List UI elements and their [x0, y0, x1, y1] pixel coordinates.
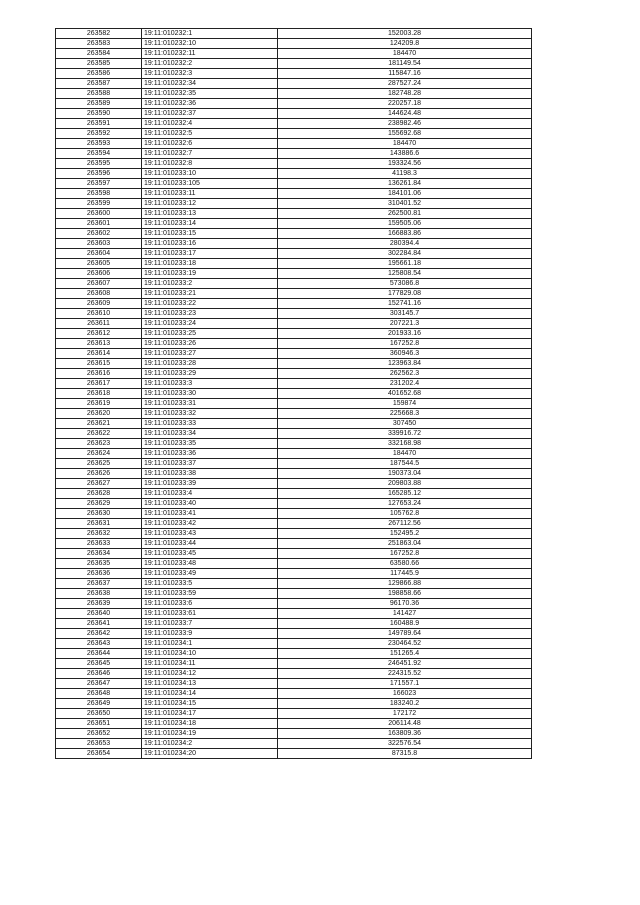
row-number-cell: 263617	[56, 379, 142, 389]
table-row	[56, 699, 532, 709]
cadastral-number-cell: 19:11:010233:27	[142, 349, 278, 359]
table-row	[56, 339, 532, 349]
row-number-cell: 263589	[56, 99, 142, 109]
table-row	[56, 69, 532, 79]
table-row	[56, 169, 532, 179]
row-number-cell: 263621	[56, 419, 142, 429]
cadastral-number-cell: 19:11:010232:34	[142, 79, 278, 89]
cadastral-number-cell: 19:11:010233:15	[142, 229, 278, 239]
table-row	[56, 409, 532, 419]
cadastral-number-cell: 19:11:010232:5	[142, 129, 278, 139]
amount-cell: 127653.24	[278, 499, 532, 509]
table-row	[56, 179, 532, 189]
table-row	[56, 629, 532, 639]
cadastral-number-cell: 19:11:010233:105	[142, 179, 278, 189]
table-row	[56, 269, 532, 279]
row-number-cell: 263584	[56, 49, 142, 59]
table-row	[56, 59, 532, 69]
cadastral-number-cell: 19:11:010233:22	[142, 299, 278, 309]
amount-cell: 198858.66	[278, 589, 532, 599]
row-number-cell: 263627	[56, 479, 142, 489]
amount-cell: 231202.4	[278, 379, 532, 389]
cadastral-number-cell: 19:11:010233:17	[142, 249, 278, 259]
cadastral-number-cell: 19:11:010233:26	[142, 339, 278, 349]
row-number-cell: 263583	[56, 39, 142, 49]
cadastral-number-cell: 19:11:010233:39	[142, 479, 278, 489]
row-number-cell: 263648	[56, 689, 142, 699]
table-row	[56, 259, 532, 269]
table-row	[56, 189, 532, 199]
row-number-cell: 263633	[56, 539, 142, 549]
amount-cell: 166883.86	[278, 229, 532, 239]
table-row	[56, 419, 532, 429]
amount-cell: 123963.84	[278, 359, 532, 369]
cadastral-number-cell: 19:11:010234:14	[142, 689, 278, 699]
row-number-cell: 263651	[56, 719, 142, 729]
cadastral-number-cell: 19:11:010233:45	[142, 549, 278, 559]
table-row	[56, 559, 532, 569]
amount-cell: 184470	[278, 449, 532, 459]
amount-cell: 184470	[278, 49, 532, 59]
row-number-cell: 263593	[56, 139, 142, 149]
cadastral-number-cell: 19:11:010233:3	[142, 379, 278, 389]
cadastral-number-cell: 19:11:010232:11	[142, 49, 278, 59]
row-number-cell: 263601	[56, 219, 142, 229]
row-number-cell: 263636	[56, 569, 142, 579]
cadastral-number-cell: 19:11:010233:44	[142, 539, 278, 549]
row-number-cell: 263650	[56, 709, 142, 719]
row-number-cell: 263591	[56, 119, 142, 129]
row-number-cell: 263640	[56, 609, 142, 619]
table-row	[56, 489, 532, 499]
table-row	[56, 49, 532, 59]
row-number-cell: 263609	[56, 299, 142, 309]
table-row	[56, 229, 532, 239]
cadastral-number-cell: 19:11:010233:43	[142, 529, 278, 539]
row-number-cell: 263631	[56, 519, 142, 529]
cadastral-number-cell: 19:11:010232:8	[142, 159, 278, 169]
amount-cell: 220257.18	[278, 99, 532, 109]
amount-cell: 96170.36	[278, 599, 532, 609]
row-number-cell: 263604	[56, 249, 142, 259]
row-number-cell: 263646	[56, 669, 142, 679]
amount-cell: 152003.28	[278, 29, 532, 39]
table-row	[56, 319, 532, 329]
cadastral-number-cell: 19:11:010233:19	[142, 269, 278, 279]
amount-cell: 177829.08	[278, 289, 532, 299]
cadastral-number-cell: 19:11:010233:40	[142, 499, 278, 509]
row-number-cell: 263615	[56, 359, 142, 369]
table-row	[56, 669, 532, 679]
row-number-cell: 263654	[56, 749, 142, 759]
cadastral-number-cell: 19:11:010233:23	[142, 309, 278, 319]
table-row	[56, 659, 532, 669]
table-row	[56, 139, 532, 149]
cadastral-number-cell: 19:11:010234:2	[142, 739, 278, 749]
cadastral-number-cell: 19:11:010232:7	[142, 149, 278, 159]
row-number-cell: 263634	[56, 549, 142, 559]
cadastral-number-cell: 19:11:010234:19	[142, 729, 278, 739]
cadastral-number-cell: 19:11:010232:10	[142, 39, 278, 49]
row-number-cell: 263641	[56, 619, 142, 629]
row-number-cell: 263618	[56, 389, 142, 399]
amount-cell: 129866.88	[278, 579, 532, 589]
table-row	[56, 239, 532, 249]
cadastral-number-cell: 19:11:010232:36	[142, 99, 278, 109]
amount-cell: 573086.8	[278, 279, 532, 289]
cadastral-number-cell: 19:11:010234:20	[142, 749, 278, 759]
cadastral-number-cell: 19:11:010234:10	[142, 649, 278, 659]
row-number-cell: 263586	[56, 69, 142, 79]
amount-cell: 184101.06	[278, 189, 532, 199]
table-row	[56, 509, 532, 519]
amount-cell: 303145.7	[278, 309, 532, 319]
cadastral-number-cell: 19:11:010233:4	[142, 489, 278, 499]
amount-cell: 262500.81	[278, 209, 532, 219]
table-row	[56, 349, 532, 359]
cadastral-number-cell: 19:11:010233:18	[142, 259, 278, 269]
row-number-cell: 263635	[56, 559, 142, 569]
table-row	[56, 149, 532, 159]
amount-cell: 184470	[278, 139, 532, 149]
row-number-cell: 263632	[56, 529, 142, 539]
amount-cell: 187544.5	[278, 459, 532, 469]
row-number-cell: 263602	[56, 229, 142, 239]
amount-cell: 165285.12	[278, 489, 532, 499]
table-row	[56, 129, 532, 139]
table-row	[56, 449, 532, 459]
amount-cell: 246451.92	[278, 659, 532, 669]
cadastral-number-cell: 19:11:010233:2	[142, 279, 278, 289]
amount-cell: 167252.8	[278, 339, 532, 349]
table-row	[56, 309, 532, 319]
amount-cell: 117445.9	[278, 569, 532, 579]
row-number-cell: 263614	[56, 349, 142, 359]
row-number-cell: 263608	[56, 289, 142, 299]
row-number-cell: 263620	[56, 409, 142, 419]
table-row	[56, 589, 532, 599]
table-row	[56, 359, 532, 369]
cadastral-number-cell: 19:11:010233:25	[142, 329, 278, 339]
table-row	[56, 219, 532, 229]
amount-cell: 136261.84	[278, 179, 532, 189]
table-row	[56, 739, 532, 749]
table-row	[56, 569, 532, 579]
row-number-cell: 263597	[56, 179, 142, 189]
amount-cell: 152741.16	[278, 299, 532, 309]
row-number-cell: 263643	[56, 639, 142, 649]
row-number-cell: 263652	[56, 729, 142, 739]
table-row	[56, 729, 532, 739]
table-row	[56, 369, 532, 379]
cadastral-number-cell: 19:11:010233:36	[142, 449, 278, 459]
cadastral-number-cell: 19:11:010233:35	[142, 439, 278, 449]
row-number-cell: 263639	[56, 599, 142, 609]
table-row	[56, 599, 532, 609]
amount-cell: 159505.06	[278, 219, 532, 229]
amount-cell: 63580.66	[278, 559, 532, 569]
cadastral-number-cell: 19:11:010234:11	[142, 659, 278, 669]
amount-cell: 225668.3	[278, 409, 532, 419]
amount-cell: 172172	[278, 709, 532, 719]
cadastral-number-cell: 19:11:010233:30	[142, 389, 278, 399]
amount-cell: 224315.52	[278, 669, 532, 679]
row-number-cell: 263596	[56, 169, 142, 179]
row-number-cell: 263606	[56, 269, 142, 279]
amount-cell: 238982.46	[278, 119, 532, 129]
amount-cell: 125808.54	[278, 269, 532, 279]
amount-cell: 360946.3	[278, 349, 532, 359]
cadastral-number-cell: 19:11:010234:17	[142, 709, 278, 719]
table-row	[56, 539, 532, 549]
amount-cell: 310401.52	[278, 199, 532, 209]
amount-cell: 141427	[278, 609, 532, 619]
cadastral-number-cell: 19:11:010233:42	[142, 519, 278, 529]
cadastral-number-cell: 19:11:010233:38	[142, 469, 278, 479]
cadastral-number-cell: 19:11:010232:1	[142, 29, 278, 39]
cadastral-number-cell: 19:11:010233:41	[142, 509, 278, 519]
amount-cell: 207221.3	[278, 319, 532, 329]
cadastral-number-cell: 19:11:010234:18	[142, 719, 278, 729]
amount-cell: 166023	[278, 689, 532, 699]
table-row	[56, 749, 532, 759]
amount-cell: 152495.2	[278, 529, 532, 539]
cadastral-number-cell: 19:11:010233:12	[142, 199, 278, 209]
cadastral-number-cell: 19:11:010232:3	[142, 69, 278, 79]
cadastral-number-cell: 19:11:010232:4	[142, 119, 278, 129]
amount-cell: 193324.56	[278, 159, 532, 169]
row-number-cell: 263649	[56, 699, 142, 709]
table-row	[56, 529, 532, 539]
row-number-cell: 263624	[56, 449, 142, 459]
row-number-cell: 263625	[56, 459, 142, 469]
row-number-cell: 263642	[56, 629, 142, 639]
cadastral-number-cell: 19:11:010233:28	[142, 359, 278, 369]
cadastral-number-cell: 19:11:010233:33	[142, 419, 278, 429]
amount-cell: 190373.04	[278, 469, 532, 479]
table-row	[56, 79, 532, 89]
row-number-cell: 263623	[56, 439, 142, 449]
cadastral-number-cell: 19:11:010234:12	[142, 669, 278, 679]
cadastral-number-cell: 19:11:010233:21	[142, 289, 278, 299]
row-number-cell: 263645	[56, 659, 142, 669]
table-row	[56, 689, 532, 699]
row-number-cell: 263619	[56, 399, 142, 409]
row-number-cell: 263600	[56, 209, 142, 219]
row-number-cell: 263616	[56, 369, 142, 379]
cadastral-number-cell: 19:11:010234:15	[142, 699, 278, 709]
table-row	[56, 29, 532, 39]
amount-cell: 181149.54	[278, 59, 532, 69]
amount-cell: 322576.54	[278, 739, 532, 749]
cadastral-number-cell: 19:11:010233:14	[142, 219, 278, 229]
amount-cell: 171557.1	[278, 679, 532, 689]
cadastral-number-cell: 19:11:010233:34	[142, 429, 278, 439]
cadastral-number-cell: 19:11:010232:35	[142, 89, 278, 99]
row-number-cell: 263592	[56, 129, 142, 139]
amount-cell: 307450	[278, 419, 532, 429]
row-number-cell: 263653	[56, 739, 142, 749]
amount-cell: 149789.64	[278, 629, 532, 639]
table-row	[56, 159, 532, 169]
cadastral-number-cell: 19:11:010233:16	[142, 239, 278, 249]
table-row	[56, 639, 532, 649]
cadastral-number-cell: 19:11:010233:11	[142, 189, 278, 199]
table-row	[56, 89, 532, 99]
row-number-cell: 263613	[56, 339, 142, 349]
amount-cell: 143886.6	[278, 149, 532, 159]
row-number-cell: 263588	[56, 89, 142, 99]
cadastral-number-cell: 19:11:010233:49	[142, 569, 278, 579]
table-row	[56, 439, 532, 449]
table-row	[56, 119, 532, 129]
cadastral-number-cell: 19:11:010233:13	[142, 209, 278, 219]
row-number-cell: 263587	[56, 79, 142, 89]
amount-cell: 339916.72	[278, 429, 532, 439]
amount-cell: 251863.04	[278, 539, 532, 549]
cadastral-number-cell: 19:11:010233:9	[142, 629, 278, 639]
cadastral-number-cell: 19:11:010233:59	[142, 589, 278, 599]
row-number-cell: 263630	[56, 509, 142, 519]
table-row	[56, 99, 532, 109]
table-row	[56, 709, 532, 719]
row-number-cell: 263585	[56, 59, 142, 69]
row-number-cell: 263626	[56, 469, 142, 479]
amount-cell: 206114.48	[278, 719, 532, 729]
cadastral-number-cell: 19:11:010233:10	[142, 169, 278, 179]
amount-cell: 163809.36	[278, 729, 532, 739]
table-row	[56, 649, 532, 659]
table-row	[56, 619, 532, 629]
table-row	[56, 279, 532, 289]
table-row	[56, 549, 532, 559]
amount-cell: 209803.88	[278, 479, 532, 489]
row-number-cell: 263582	[56, 29, 142, 39]
data-table	[55, 28, 532, 759]
row-number-cell: 263605	[56, 259, 142, 269]
amount-cell: 115847.16	[278, 69, 532, 79]
table-row	[56, 109, 532, 119]
table-row	[56, 609, 532, 619]
cadastral-number-cell: 19:11:010233:32	[142, 409, 278, 419]
table-row	[56, 209, 532, 219]
cadastral-number-cell: 19:11:010233:61	[142, 609, 278, 619]
amount-cell: 287527.24	[278, 79, 532, 89]
table-row	[56, 499, 532, 509]
table-row	[56, 199, 532, 209]
table-row	[56, 679, 532, 689]
table-row	[56, 39, 532, 49]
table-row	[56, 399, 532, 409]
amount-cell: 267112.56	[278, 519, 532, 529]
row-number-cell: 263607	[56, 279, 142, 289]
table-row	[56, 579, 532, 589]
row-number-cell: 263595	[56, 159, 142, 169]
row-number-cell: 263612	[56, 329, 142, 339]
table-row	[56, 379, 532, 389]
amount-cell: 302284.84	[278, 249, 532, 259]
table-row	[56, 249, 532, 259]
cadastral-number-cell: 19:11:010232:6	[142, 139, 278, 149]
row-number-cell: 263638	[56, 589, 142, 599]
table-row	[56, 289, 532, 299]
row-number-cell: 263594	[56, 149, 142, 159]
row-number-cell: 263598	[56, 189, 142, 199]
amount-cell: 151265.4	[278, 649, 532, 659]
amount-cell: 124209.8	[278, 39, 532, 49]
cadastral-number-cell: 19:11:010232:37	[142, 109, 278, 119]
amount-cell: 401652.68	[278, 389, 532, 399]
table-row	[56, 459, 532, 469]
cadastral-number-cell: 19:11:010232:2	[142, 59, 278, 69]
row-number-cell: 263603	[56, 239, 142, 249]
cadastral-number-cell: 19:11:010233:24	[142, 319, 278, 329]
table-row	[56, 299, 532, 309]
cadastral-number-cell: 19:11:010233:6	[142, 599, 278, 609]
amount-cell: 144624.48	[278, 109, 532, 119]
table-row	[56, 429, 532, 439]
table-row	[56, 469, 532, 479]
amount-cell: 41198.3	[278, 169, 532, 179]
row-number-cell: 263647	[56, 679, 142, 689]
table-row	[56, 329, 532, 339]
amount-cell: 105762.8	[278, 509, 532, 519]
row-number-cell: 263599	[56, 199, 142, 209]
table-body	[56, 29, 532, 759]
amount-cell: 87315.8	[278, 749, 532, 759]
amount-cell: 183240.2	[278, 699, 532, 709]
amount-cell: 195661.18	[278, 259, 532, 269]
amount-cell: 230464.52	[278, 639, 532, 649]
cadastral-number-cell: 19:11:010233:7	[142, 619, 278, 629]
row-number-cell: 263590	[56, 109, 142, 119]
row-number-cell: 263611	[56, 319, 142, 329]
row-number-cell: 263644	[56, 649, 142, 659]
row-number-cell: 263637	[56, 579, 142, 589]
row-number-cell: 263622	[56, 429, 142, 439]
table-row	[56, 389, 532, 399]
amount-cell: 155692.68	[278, 129, 532, 139]
amount-cell: 159874	[278, 399, 532, 409]
row-number-cell: 263629	[56, 499, 142, 509]
cadastral-number-cell: 19:11:010233:29	[142, 369, 278, 379]
cadastral-number-cell: 19:11:010233:37	[142, 459, 278, 469]
cadastral-number-cell: 19:11:010233:48	[142, 559, 278, 569]
amount-cell: 160488.9	[278, 619, 532, 629]
amount-cell: 280394.4	[278, 239, 532, 249]
table-row	[56, 719, 532, 729]
amount-cell: 167252.8	[278, 549, 532, 559]
cadastral-number-cell: 19:11:010233:5	[142, 579, 278, 589]
row-number-cell: 263610	[56, 309, 142, 319]
amount-cell: 201933.16	[278, 329, 532, 339]
row-number-cell: 263628	[56, 489, 142, 499]
table-row	[56, 519, 532, 529]
amount-cell: 262562.3	[278, 369, 532, 379]
amount-cell: 182748.28	[278, 89, 532, 99]
amount-cell: 332168.98	[278, 439, 532, 449]
cadastral-number-cell: 19:11:010233:31	[142, 399, 278, 409]
table-row	[56, 479, 532, 489]
cadastral-number-cell: 19:11:010234:1	[142, 639, 278, 649]
cadastral-number-cell: 19:11:010234:13	[142, 679, 278, 689]
